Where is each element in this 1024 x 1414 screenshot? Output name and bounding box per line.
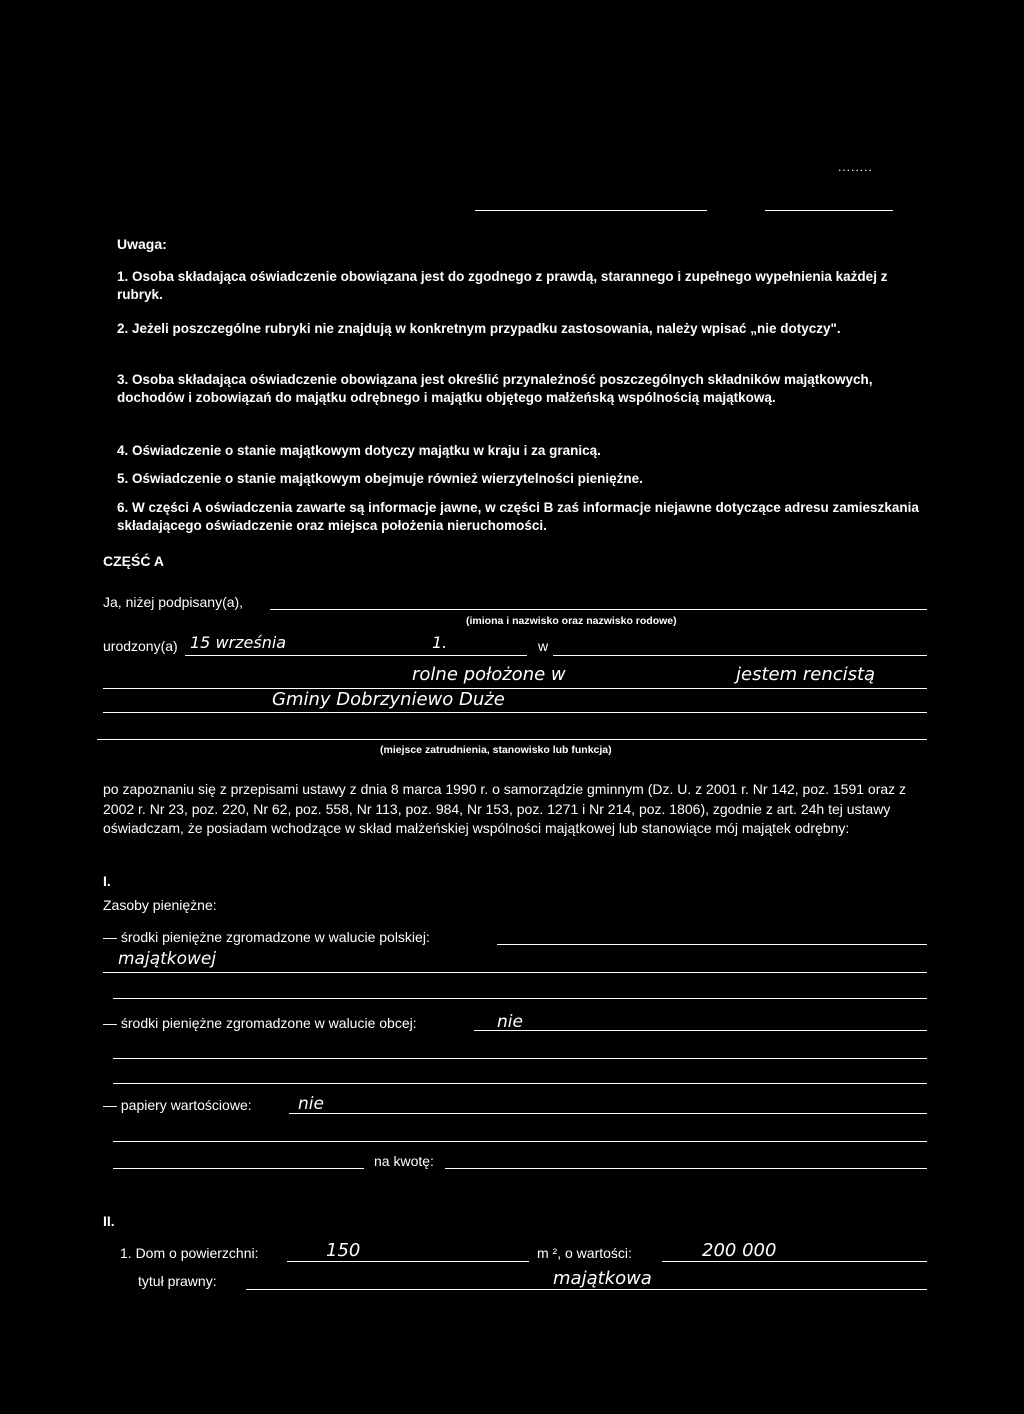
top-dots: ........ [838,160,873,174]
section-ii-numeral: II. [103,1213,115,1229]
line2-handwritten-left: rolne położone w [412,664,566,685]
fx-line-2[interactable] [113,1058,927,1059]
note-3: 3. Osoba składająca oświadczenie obowiązana jest określić przynależność poszczególnych składników majątkowych, dochodów i zobowiązań do majątku odrębnego i majątku objętego małżeńską wspólnością majątkową. [117,372,873,405]
employment-line-3[interactable] [97,739,927,740]
section-i-numeral: I. [103,873,111,889]
title-label: tytuł prawny: [138,1273,217,1289]
birthplace-line[interactable] [553,655,927,656]
czesc-a-title: CZĘŚĆ A [103,553,164,569]
pln-line-2[interactable] [103,972,927,973]
uwaga-title: Uwaga: [117,236,167,252]
fx-line-1[interactable] [474,1030,927,1031]
fx-handwritten: nie [497,1012,523,1032]
pln-label: — środki pieniężne zgromadzone w walucie polskiej: [103,929,430,945]
born-date-line[interactable] [185,655,427,656]
note-6: 6. W części A oświadczenia zawarte są informacje jawne, w części B zaś informacje niejawne dotyczące adresu zamieszkania składającego oświadczenie oraz miejsca położenia nieruchomości. [117,500,919,533]
pln-line-1[interactable] [497,944,927,945]
line2-handwritten-right: jestem rencistą [736,664,876,685]
top-line-1 [475,210,707,211]
securities-line-1[interactable] [289,1113,927,1114]
amount-line-right[interactable] [445,1168,927,1169]
statement-text: po zapoznaniu się z przepisami ustawy z dnia 8 marca 1990 r. o samorządzie gminnym (Dz. U. z 2001 r. Nr 142, poz. 1591 oraz z 2002 r. Nr 23, poz. 220, Nr 62, poz. 558, Nr 113, poz. 984, Nr 153, poz. 1271 i Nr 214, poz. 1806), zgodnie z art. 24h tej ustawy oświadczam, że posiadam wchodzące w skład małżeńskiej wspólności majątkowej lub stanowiące mój majątek odrębny: [103,781,907,836]
section-i-title: Zasoby pieniężne: [103,897,217,913]
amount-line-left[interactable] [113,1168,364,1169]
note-5: 5. Oświadczenie o stanie majątkowym obejmuje również wierzytelności pieniężne. [117,471,643,486]
born-date-handwritten: 15 września [190,633,287,652]
m2-label: m ², o wartości: [537,1245,632,1261]
amount-label: na kwotę: [374,1153,434,1169]
house-area-handwritten: 150 [326,1240,361,1261]
born-year-line[interactable] [427,655,527,656]
securities-label: — papiery wartościowe: [103,1097,252,1113]
employment-caption: (miejsce zatrudnienia, stanowisko lub funkcja) [380,744,612,756]
top-line-2 [765,210,893,211]
fx-label: — środki pieniężne zgromadzone w walucie obcej: [103,1015,417,1031]
pln-handwritten: majątkowej [118,949,217,969]
house-value-line[interactable] [662,1261,927,1262]
line3-handwritten: Gminy Dobrzyniewo Duże [272,689,505,710]
w-label: w [538,638,549,654]
note-2: 2. Jeżeli poszczególne rubryki nie znajdują w konkretnym przypadku zastosowania, należy wpisać „nie dotyczy". [117,321,841,336]
house-area-line[interactable] [287,1261,529,1262]
note-1: 1. Osoba składająca oświadczenie obowiązana jest do zgodnego z prawdą, starannego i zupełnego wypełnienia każdej z rubryk. [117,269,888,302]
title-handwritten: majątkowa [553,1268,652,1289]
names-caption: (imiona i nazwisko oraz nazwisko rodowe) [466,615,677,627]
securities-handwritten: nie [298,1094,324,1114]
employment-line-1[interactable] [103,688,927,689]
born-label: urodzony(a) [103,638,178,654]
title-line[interactable] [246,1289,927,1290]
fx-line-3[interactable] [113,1083,927,1084]
ja-label: Ja, niżej podpisany(a), [103,594,244,610]
pln-line-3[interactable] [113,998,927,999]
employment-line-2[interactable] [103,712,927,713]
securities-line-2[interactable] [113,1141,927,1142]
note-4: 4. Oświadczenie o stanie majątkowym dotyczy majątku w kraju i za granicą. [117,443,601,458]
house-value-handwritten: 200 000 [702,1240,777,1261]
born-year-handwritten: 1. [432,633,448,652]
names-line[interactable] [270,609,927,610]
house-label: 1. Dom o powierzchni: [120,1245,259,1261]
